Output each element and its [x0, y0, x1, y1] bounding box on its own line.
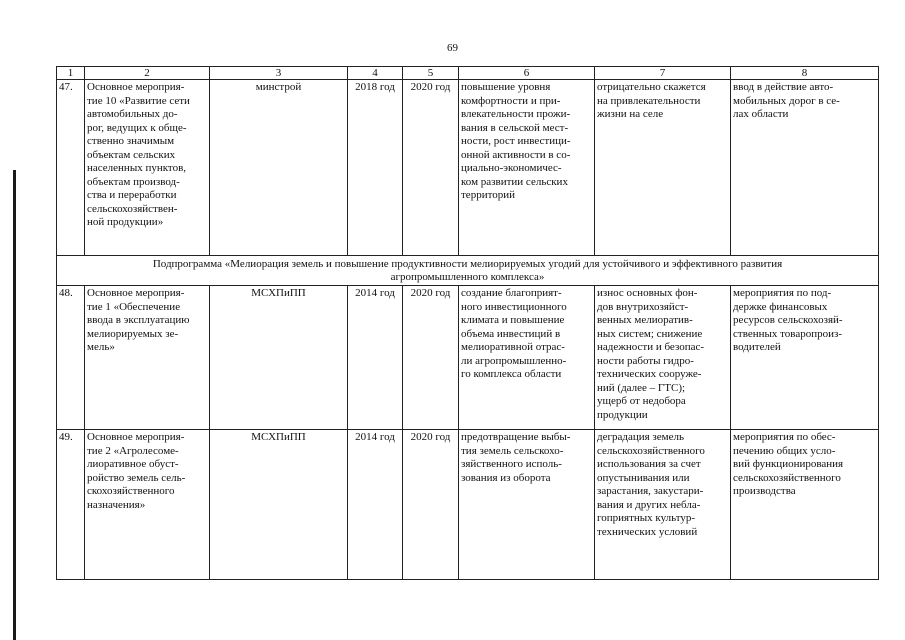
table-header-row	[57, 67, 879, 80]
subprogram-title: Подпрограмма «Мелиорация земель и повышение продуктивности мелиорируемых угодий для устойчивого и эффективного развития агропромышленного комплекса»	[57, 256, 879, 286]
start-year: 2018 год	[348, 80, 403, 256]
header-cell: 8	[731, 67, 879, 80]
table-row	[57, 430, 879, 580]
non-implementation-consequences: деградация земель сельскохозяйственного использования за счет опустынивания или зарастания, закустари- вания и других небла- гоприятных культур- технических условий	[595, 430, 731, 580]
header-cell: 4	[348, 67, 403, 80]
row-number: 47.	[57, 80, 85, 256]
end-year: 2020 год	[403, 286, 459, 430]
executor: МСХПиПП	[210, 430, 348, 580]
header-cell: 3	[210, 67, 348, 80]
non-implementation-consequences: износ основных фон- дов внутрихозяйст- венных мелиоратив- ных систем; снижение надежности и безопас- ности работы гидро- технических сооруже- ний (далее – ГТС); ущерб от недобора продукции	[595, 286, 731, 430]
event-name: Основное мероприя- тие 10 «Развитие сети автомобильных до- рог, ведущих к обще- ственно значимым объектам сельских населенных пунктов, объектам производ- ства и переработки сельскохозяйствен- ной продукции»	[85, 80, 210, 256]
measures-table	[56, 66, 879, 580]
link-to-indicators: ввод в действие авто- мобильных дорог в се- лах области	[731, 80, 879, 256]
event-name: Основное мероприя- тие 2 «Агролесоме- лиоративное обуст- ройство земель сель- скохозяйственного назначения»	[85, 430, 210, 580]
table-row	[57, 80, 879, 256]
expected-result: создание благоприят- ного инвестиционного климата и повышение объема инвестиций в мелиоративной отрас- ли агропромышленно- го комплекса области	[459, 286, 595, 430]
expected-result: предотвращение выбы- тия земель сельскохо- зяйственного исполь- зования из оборота	[459, 430, 595, 580]
table-row	[57, 286, 879, 430]
start-year: 2014 год	[348, 430, 403, 580]
non-implementation-consequences: отрицательно скажется на привлекательности жизни на селе	[595, 80, 731, 256]
header-cell: 7	[595, 67, 731, 80]
start-year: 2014 год	[348, 286, 403, 430]
link-to-indicators: мероприятия по под- держке финансовых ресурсов сельскохозяй- ственных товаропроиз- водителей	[731, 286, 879, 430]
header-cell: 6	[459, 67, 595, 80]
page-number: 69	[447, 42, 458, 54]
executor: минстрой	[210, 80, 348, 256]
header-cell: 5	[403, 67, 459, 80]
row-number: 48.	[57, 286, 85, 430]
end-year: 2020 год	[403, 430, 459, 580]
subprogram-row	[57, 256, 879, 286]
scan-edge-line	[13, 170, 16, 640]
end-year: 2020 год	[403, 80, 459, 256]
event-name: Основное мероприя- тие 1 «Обеспечение ввода в эксплуатацию мелиорируемых зе- мель»	[85, 286, 210, 430]
header-cell: 2	[85, 67, 210, 80]
header-cell: 1	[57, 67, 85, 80]
expected-result: повышение уровня комфортности и при- влекательности прожи- вания в сельской мест- ности, рост инвестици- онной активности в со- циально-экономичес- ком развитии сельских территорий	[459, 80, 595, 256]
row-number: 49.	[57, 430, 85, 580]
link-to-indicators: мероприятия по обес- печению общих усло- вий функционирования сельскохозяйственного производства	[731, 430, 879, 580]
executor: МСХПиПП	[210, 286, 348, 430]
